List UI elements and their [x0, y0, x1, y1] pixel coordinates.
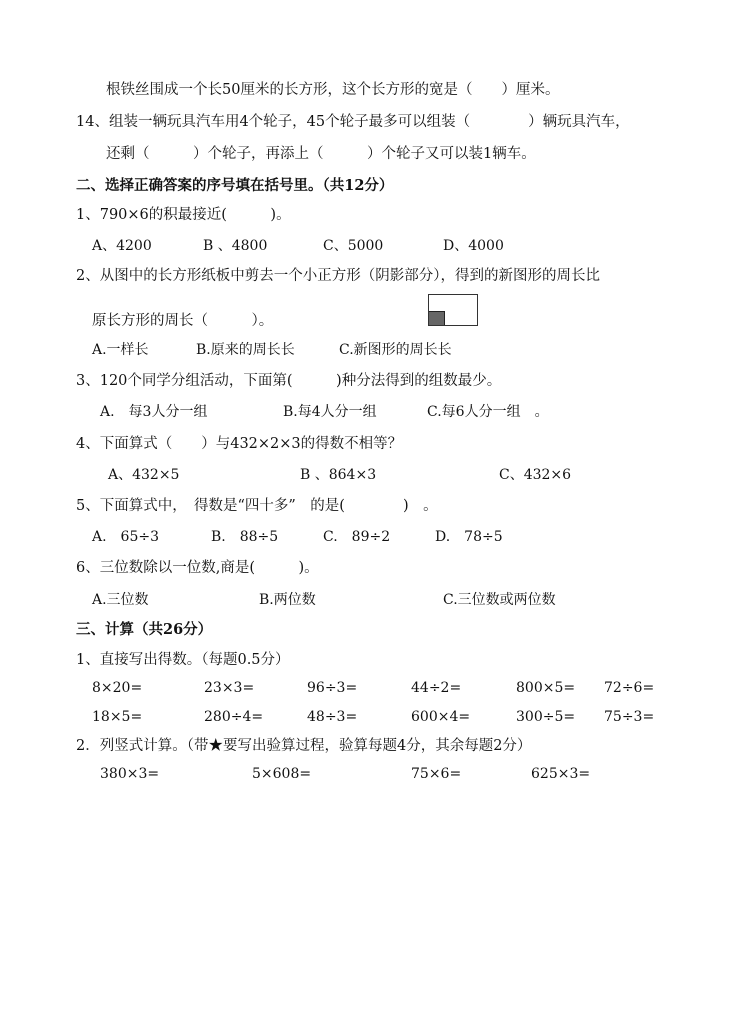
question-14-line-1: 14、组装一辆玩具汽车用4个轮子，45个轮子最多可以组装（ ）辆玩具汽车， — [76, 114, 630, 130]
oral-item: 44÷2= — [411, 680, 462, 696]
q3-option-a: A. 每3人分一组 — [100, 404, 208, 420]
oral-item: 800×5= — [516, 680, 576, 696]
choice-question-1: 1、790×6的积最接近( )。 — [76, 207, 291, 223]
choice-question-4: 4、下面算式（ ）与432×2×3的得数不相等？ — [76, 436, 403, 452]
oral-item: 23×3= — [204, 680, 255, 696]
q3-option-c: C.每6人分一组 。 — [427, 404, 549, 420]
q1-option-b: B 、4800 — [203, 238, 268, 254]
oral-item: 75÷3= — [604, 709, 655, 725]
q6-option-c: C.三位数或两位数 — [443, 592, 556, 608]
q6-option-b: B.两位数 — [259, 592, 316, 608]
question-14-line-2: 还剩（ ）个轮子，再添上（ ）个轮子又可以装1辆车。 — [106, 146, 536, 162]
section-2-heading: 二、选择正确答案的序号填在括号里。（共12分） — [76, 177, 394, 194]
oral-item: 600×4= — [411, 709, 471, 725]
q4-option-b: B 、864×3 — [300, 467, 377, 483]
q5-option-c: C. 89÷2 — [323, 529, 391, 545]
oral-item: 18×5= — [92, 709, 143, 725]
q1-option-c: C、5000 — [323, 238, 384, 254]
vertical-item: 625×3= — [531, 766, 591, 782]
q5-option-b: B. 88÷5 — [211, 529, 279, 545]
choice-question-6: 6、三位数除以一位数,商是( )。 — [76, 560, 319, 576]
oral-item: 72÷6= — [604, 680, 655, 696]
oral-item: 48÷3= — [307, 709, 358, 725]
q2-option-c: C.新图形的周长长 — [339, 342, 452, 358]
oral-item: 300÷5= — [516, 709, 576, 725]
vertical-item: 75×6= — [411, 766, 462, 782]
choice-question-3: 3、120个同学分组活动，下面第( )种分法得到的组数最少。 — [76, 373, 502, 389]
q3-option-b: B.每4人分一组 — [283, 404, 377, 420]
shaded-square — [429, 311, 445, 325]
choice-question-2: 2、从图中的长方形纸板中剪去一个小正方形（阴影部分），得到的新图形的周长比 — [76, 268, 600, 284]
q4-option-a: A、432×5 — [108, 467, 180, 483]
q1-option-d: D、4000 — [443, 238, 504, 254]
q4-option-c: C、432×6 — [499, 467, 572, 483]
oral-item: 280÷4= — [204, 709, 264, 725]
choice-question-2-cont: 原长方形的周长（ ）。 — [92, 313, 274, 329]
oral-item: 96÷3= — [307, 680, 358, 696]
q5-option-a: A. 65÷3 — [92, 529, 160, 545]
q6-option-a: A.三位数 — [92, 592, 149, 608]
vertical-calc-instruction: 2．列竖式计算。（带★要写出验算过程，验算每题4分，其余每题2分） — [76, 738, 532, 754]
vertical-item: 5×608= — [252, 766, 312, 782]
q2-option-b: B.原来的周长长 — [196, 342, 295, 358]
oral-calc-instruction: 1、直接写出得数。（每题0.5分） — [76, 652, 290, 668]
rectangle-figure — [428, 294, 478, 326]
line-wire-rectangle: 根铁丝围成一个长50厘米的长方形，这个长方形的宽是（ ）厘米。 — [106, 82, 560, 98]
section-3-heading: 三、计算（共26分） — [76, 621, 213, 638]
oral-item: 8×20= — [92, 680, 143, 696]
q1-option-a: A、4200 — [92, 238, 152, 254]
choice-question-5: 5、下面算式中， 得数是“四十多” 的是( ) 。 — [76, 498, 438, 514]
vertical-item: 380×3= — [100, 766, 160, 782]
q5-option-d: D. 78÷5 — [435, 529, 503, 545]
q2-option-a: A.一样长 — [92, 342, 149, 358]
